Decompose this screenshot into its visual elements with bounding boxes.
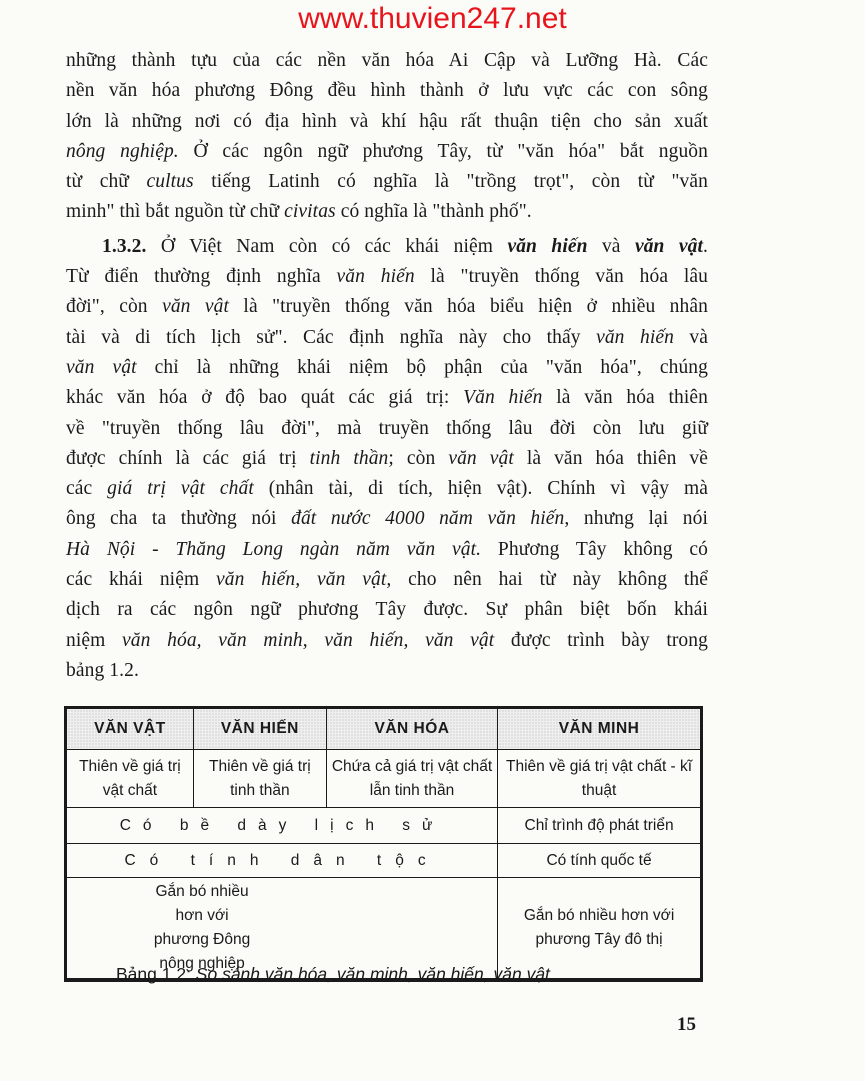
caption-text: So sánh văn hóa, văn minh, văn hiến, văn vật bbox=[195, 964, 550, 984]
text-span: khác văn hóa ở độ bao quát các giá trị: bbox=[66, 387, 464, 409]
watermark-url: www.thuvien247.net bbox=[298, 2, 567, 35]
table-header-row bbox=[67, 709, 701, 750]
italic-term: văn vật bbox=[448, 447, 514, 469]
italic-term: tinh thần bbox=[309, 447, 389, 469]
comparison-table bbox=[64, 706, 703, 982]
text-span: minh" thì bắt nguồn từ chữ bbox=[66, 201, 285, 223]
text-span: được chính là các giá trị bbox=[66, 447, 310, 469]
text-span: niệm bbox=[66, 629, 123, 651]
text-span: đời", còn bbox=[66, 296, 163, 318]
italic-term: giá trị vật chất bbox=[107, 478, 254, 500]
italic-term: Hà Nội - Thăng Long ngàn năm văn vật. bbox=[66, 538, 482, 560]
bold-italic-term: văn vật bbox=[634, 235, 703, 257]
text-line bbox=[66, 353, 708, 383]
text-line bbox=[66, 565, 708, 595]
header-van-minh: VĂN MINH bbox=[498, 709, 701, 750]
table-caption bbox=[116, 964, 550, 985]
table-cell: Thiên về giá trị vật chất bbox=[67, 750, 194, 808]
table-cell: Chứa cả giá trị vật chất lẫn tinh thần bbox=[326, 750, 497, 808]
text-line bbox=[66, 197, 708, 227]
table-cell: Có tính quốc tế bbox=[498, 844, 701, 878]
italic-term: Văn hiến bbox=[463, 387, 543, 409]
text-span: Từ điển thường định nghĩa bbox=[66, 266, 337, 288]
text-line bbox=[66, 262, 708, 292]
body-text bbox=[66, 46, 708, 686]
italic-term: văn hóa, văn minh, văn hiến, văn vật bbox=[122, 629, 495, 651]
text-line: bảng 1.2. bbox=[66, 659, 139, 681]
italic-term: civitas bbox=[284, 201, 336, 223]
italic-term: văn hiến bbox=[336, 266, 415, 288]
text-line bbox=[66, 323, 708, 353]
text-line bbox=[66, 474, 708, 504]
text-line bbox=[66, 137, 708, 167]
text-span: Ở các ngôn ngữ phương Tây, từ "văn hóa" bắt nguồn bbox=[178, 140, 709, 162]
text-line bbox=[66, 504, 708, 534]
text-line bbox=[66, 444, 708, 474]
text-span: là văn hóa thiên về bbox=[513, 447, 708, 469]
header-van-hoa: VĂN HÓA bbox=[326, 709, 497, 750]
text-span: là văn hóa thiên bbox=[542, 387, 708, 409]
text-span: , nhưng lại nói bbox=[564, 508, 708, 530]
table-cell: Thiên về giá trị vật chất - kĩ thuật bbox=[498, 750, 701, 808]
text-span: ông cha ta thường nói bbox=[66, 508, 292, 530]
caption-label: Bảng 1.2: bbox=[116, 964, 196, 984]
text-span: là "truyền thống văn hóa biểu hiện ở nhiều nhân bbox=[229, 296, 708, 318]
table-cell-span: Gắn bó nhiều hơn với phương Đông nông nghiệp bbox=[67, 878, 498, 979]
text-span: là "truyền thống văn hóa lâu bbox=[414, 266, 708, 288]
bold-italic-term: văn hiến bbox=[507, 235, 588, 257]
text-span: được trình bày trong bbox=[494, 629, 708, 651]
italic-term: văn vật bbox=[162, 296, 230, 318]
table-cell: Thiên về giá trị tinh thần bbox=[193, 750, 326, 808]
table-cell: Gắn bó nhiều hơn với phương Tây đô thị bbox=[498, 878, 701, 979]
page-number: 15 bbox=[677, 1014, 696, 1035]
text-line: lớn là những nơi có địa hình và khí hậu rất thuận tiện cho sản xuất bbox=[66, 110, 708, 132]
text-span: ; còn bbox=[388, 447, 449, 469]
table-row bbox=[67, 750, 701, 808]
text-span: các khái niệm bbox=[66, 569, 217, 591]
text-line: về "truyền thống lâu đời", mà truyền thống lâu đời còn lưu giữ bbox=[66, 417, 708, 439]
table-row bbox=[67, 808, 701, 844]
italic-term: văn vật bbox=[66, 356, 137, 378]
header-van-vat: VĂN VẬT bbox=[67, 709, 194, 750]
text-line: những thành tựu của các nền văn hóa Ai Cập và Lưỡng Hà. Các bbox=[66, 50, 708, 71]
text-line: nền văn hóa phương Đông đều hình thành ở lưu vực các con sông bbox=[66, 80, 708, 102]
text-span: . bbox=[703, 235, 708, 257]
text-line bbox=[66, 383, 708, 413]
italic-term: văn hiến, văn vật, bbox=[216, 569, 392, 591]
italic-term: văn hiến bbox=[596, 326, 674, 348]
table-row bbox=[67, 844, 701, 878]
table-cell: Chỉ trình độ phát triển bbox=[498, 808, 701, 844]
text-line bbox=[66, 626, 708, 656]
text-span: từ chữ bbox=[66, 171, 147, 193]
text-span: các bbox=[66, 478, 108, 500]
text-line bbox=[66, 292, 708, 322]
italic-term: cultus bbox=[146, 171, 194, 193]
italic-term: nông nghiệp. bbox=[66, 140, 179, 162]
text-span: tài và di tích lịch sử". Các định nghĩa này cho thấy bbox=[66, 326, 597, 348]
text-line bbox=[66, 167, 708, 197]
text-span: tiếng Latinh có nghĩa là "trồng trọt", còn từ "văn bbox=[193, 171, 708, 193]
header-van-hien: VĂN HIẾN bbox=[193, 709, 326, 750]
text-span: Ở Việt Nam còn có các khái niệm bbox=[146, 235, 508, 257]
text-span: và bbox=[673, 326, 708, 348]
table-cell-span: Có tính dân tộc bbox=[67, 844, 498, 878]
text-line bbox=[66, 232, 708, 262]
text-span: Phương Tây không có bbox=[481, 538, 708, 560]
text-span: (nhân tài, di tích, hiện vật). Chính vì vậy mà bbox=[253, 478, 708, 500]
table-cell-span: Có bề dày lịch sử bbox=[67, 808, 498, 844]
section-number: 1.3.2. bbox=[102, 235, 147, 257]
text-span: có nghĩa là "thành phố". bbox=[335, 201, 532, 223]
text-line: dịch ra các ngôn ngữ phương Tây được. Sự phân biệt bốn khái bbox=[66, 599, 708, 621]
text-span: và bbox=[587, 235, 635, 257]
text-line bbox=[66, 535, 708, 565]
italic-term: đất nước 4000 năm văn hiến bbox=[291, 508, 565, 530]
text-span: chỉ là những khái niệm bộ phận của "văn hóa", chúng bbox=[136, 356, 709, 378]
text-span: cho nên hai từ này không thể bbox=[391, 569, 708, 591]
